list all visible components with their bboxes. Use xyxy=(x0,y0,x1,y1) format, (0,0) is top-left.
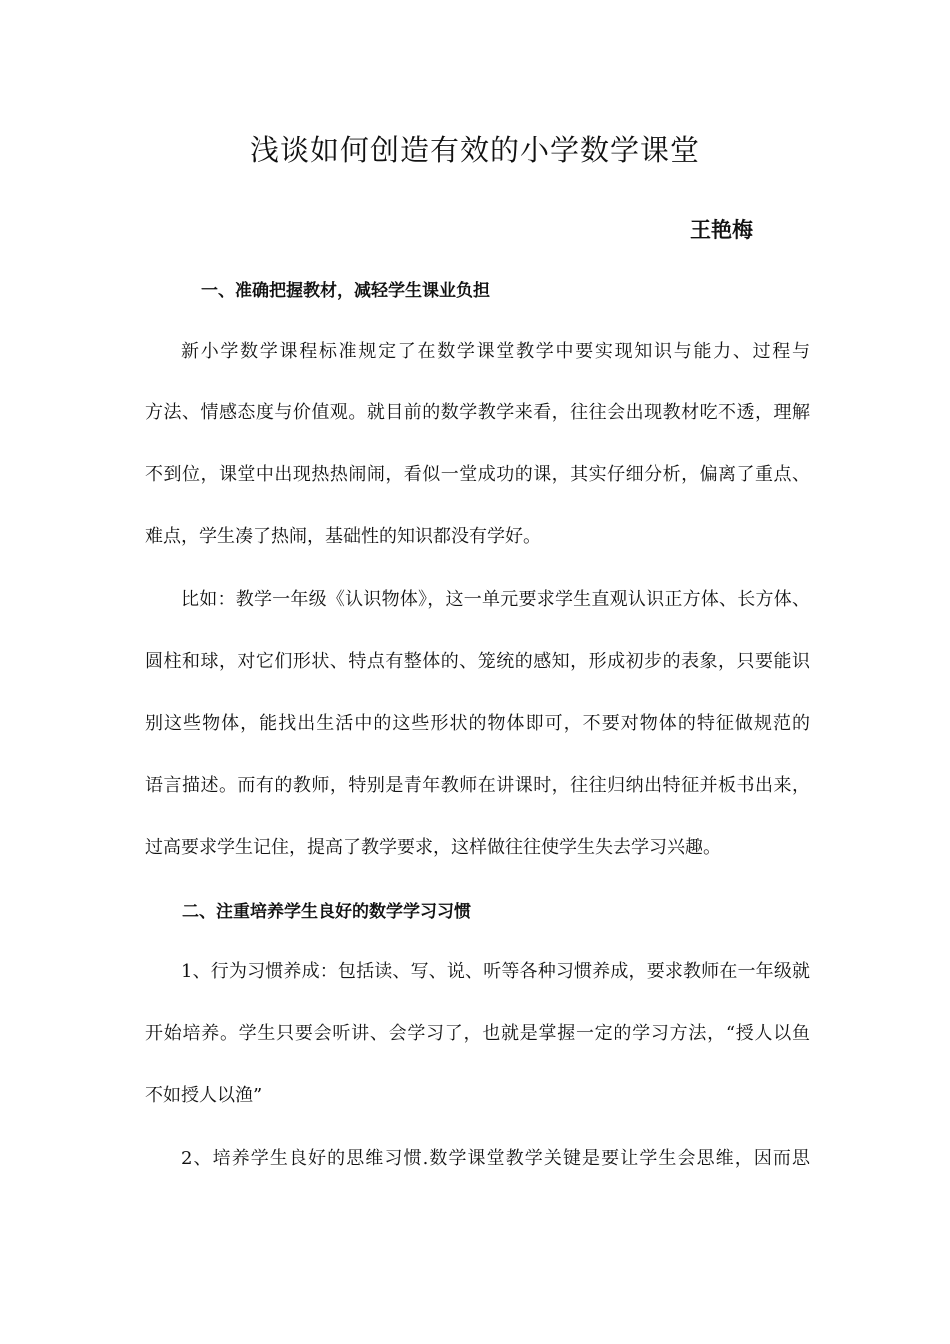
section-heading-2: 二、注重培养学生良好的数学学习习惯 xyxy=(182,902,471,922)
paragraph-line: 新小学数学课程标准规定了在数学课堂教学中要实现知识与能力、过程与 xyxy=(181,341,810,362)
paragraph-line: 开始培养。学生只要会听讲、会学习了，也就是掌握一定的学习方法，“授人以鱼 xyxy=(145,1023,810,1044)
section-heading-1: 一、准确把握教材，减轻学生课业负担 xyxy=(201,281,490,301)
author-name: 王艳梅 xyxy=(690,218,753,242)
paragraph-line: 2、培养学生良好的思维习惯.数学课堂教学关键是要让学生会思维，因而思 xyxy=(181,1148,810,1169)
document-title: 浅谈如何创造有效的小学数学课堂 xyxy=(249,133,700,167)
paragraph-line: 难点，学生凑了热闹，基础性的知识都没有学好。 xyxy=(145,526,541,547)
paragraph-line: 过高要求学生记住，提高了教学要求，这样做往往使学生失去学习兴趣。 xyxy=(145,837,721,858)
paragraph-line: 比如：教学一年级《认识物体》，这一单元要求学生直观认识正方体、长方体、 xyxy=(181,589,810,610)
paragraph-line: 不到位，课堂中出现热热闹闹，看似一堂成功的课，其实仔细分析，偏离了重点、 xyxy=(145,464,810,485)
paragraph-line: 1、行为习惯养成：包括读、写、说、听等各种习惯养成，要求教师在一年级就 xyxy=(181,961,810,982)
paragraph-line: 方法、情感态度与价值观。就目前的数学教学来看，往往会出现教材吃不透，理解 xyxy=(145,402,810,423)
paragraph-line: 别这些物体，能找出生活中的这些形状的物体即可，不要对物体的特征做规范的 xyxy=(145,713,810,734)
paragraph-line: 圆柱和球，对它们形状、特点有整体的、笼统的感知，形成初步的表象，只要能识 xyxy=(145,651,810,672)
paragraph-line: 语言描述。而有的教师，特别是青年教师在讲课时，往往归纳出特征并板书出来， xyxy=(145,775,810,796)
paragraph-line: 不如授人以渔” xyxy=(145,1085,263,1106)
